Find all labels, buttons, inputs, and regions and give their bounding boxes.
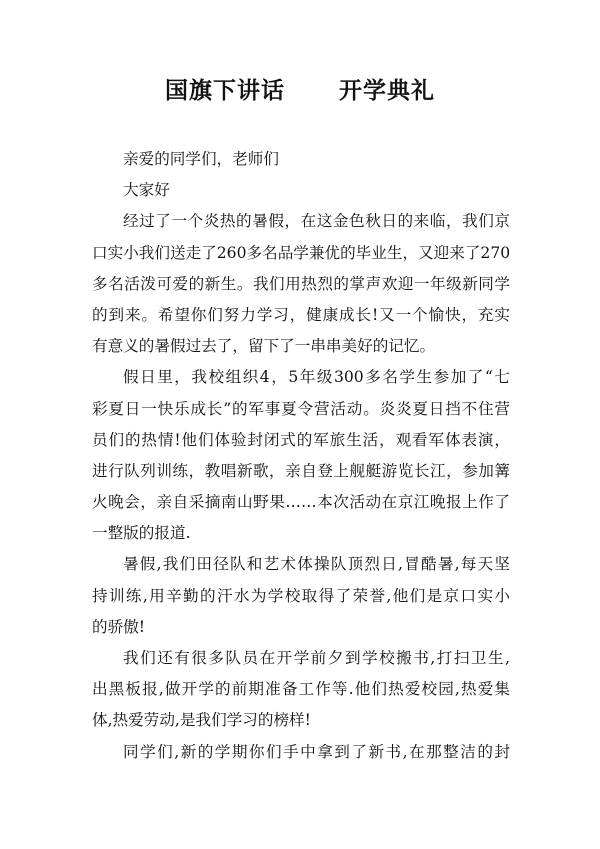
paragraph-line: 一整版的报道. <box>92 524 191 543</box>
paragraph-line: 的到来。希望你们努力学习，健康成长!又一个愉快，充实 <box>92 305 510 324</box>
paragraph-line: 的骄傲! <box>92 617 146 636</box>
paragraph-line: 假日里，我校组织4，5年级300多名学生参加了“七 <box>123 368 510 387</box>
paragraph-line: 进行队列训练，教唱新歌，亲自登上舰艇游览长江，参加篝 <box>92 461 510 480</box>
paragraph-line: 多名活泼可爱的新生。我们用热烈的掌声欢迎一年级新同学 <box>92 274 510 293</box>
paragraph-line: 火晚会，亲自采摘南山野果……本次活动在京江晚报上作了 <box>92 493 510 512</box>
paragraph-line: 同学们,新的学期你们手中拿到了新书,在那整洁的封 <box>123 742 510 761</box>
paragraph-line: 我们还有很多队员在开学前夕到学校搬书,打扫卫生, <box>123 649 510 667</box>
paragraph-line: 经过了一个炎热的暑假，在这金色秋日的来临，我们京 <box>123 212 510 231</box>
paragraph-line: 员们的热情!他们体验封闭式的军旅生活，观看军体表演， <box>92 430 510 449</box>
page-title: 国旗下讲话 开学典礼 <box>164 78 436 104</box>
paragraph-line: 有意义的暑假过去了，留下了一串串美好的记忆。 <box>92 337 436 356</box>
paragraph-line: 口实小我们送走了260多名品学兼优的毕业生，又迎来了270 <box>92 243 510 262</box>
paragraph-line: 体,热爱劳动,是我们学习的榜样! <box>92 711 311 730</box>
paragraph-line: 彩夏日一快乐成长”的军事夏令营活动。炎炎夏日挡不住营 <box>92 399 510 418</box>
paragraph-line: 持训练,用辛勤的汗水为学校取得了荣誉,他们是京口实小 <box>92 586 510 605</box>
greeting-line: 亲爱的同学们，老师们 <box>123 150 279 168</box>
paragraph-line: 出黑板报,做开学的前期准备工作等.他们热爱校园,热爱集 <box>92 680 510 699</box>
greeting-line: 大家好 <box>123 181 170 200</box>
document-body <box>92 144 510 768</box>
paragraph-line: 暑假,我们田径队和艺术体操队顶烈日,冒酷暑,每天坚 <box>123 555 510 574</box>
